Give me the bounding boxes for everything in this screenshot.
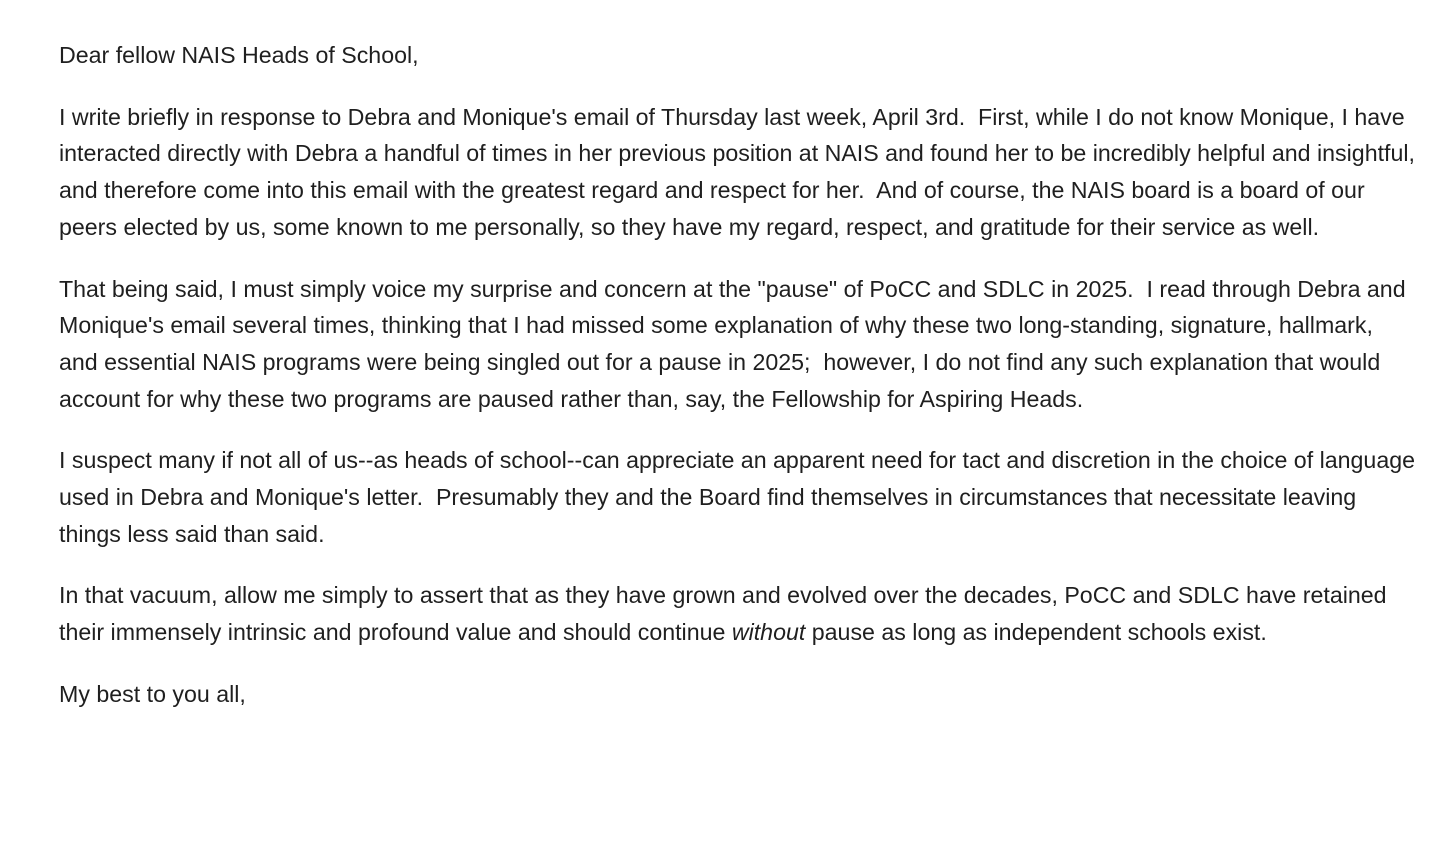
letter-closing: My best to you all,: [59, 680, 246, 707]
paragraph-concern: That being said, I must simply voice my surprise and concern at the "pause" of PoCC and SDLC in 2025. I read through Debra and Monique's email several times, thinking that I had missed some explanation of why these two long-standing, signature, hallmark, and essential NAIS programs were being singled out for a pause in 2025; however, I do not find any such explanation that would account for why these two programs are paused rather than, say, the Fellowship for Aspiring Heads.: [59, 275, 1413, 412]
paragraph-assertion: [59, 577, 1416, 650]
assertion-emphasis: without: [731, 619, 806, 646]
paragraph-discretion: I suspect many if not all of us--as heads of school--can appreciate an apparent need for tact and discretion in the choice of language used in Debra and Monique's letter. Presumably they and the Board find themselves in circumstances that necessitate leaving things less said than said.: [59, 447, 1422, 547]
assertion-text-after: pause as long as independent schools exist.: [805, 619, 1267, 646]
paragraph-response: I write briefly in response to Debra and Monique's email of Thursday last week, April 3rd. First, while I do not know Monique, I have interacted directly with Debra a handful of times in her previous position at NAIS and found her to be incredibly helpful and insightful, and therefore come into this email with the greatest regard and respect for her. And of course, the NAIS board is a board of our peers elected by us, some known to me personally, so they have my regard, respect, and gratitude for their service as well.: [59, 103, 1422, 240]
letter-greeting: Dear fellow NAIS Heads of School,: [59, 42, 419, 68]
assertion-text-before: In that vacuum, allow me simply to assert that as they have grown and evolved over the decades, PoCC and SDLC have retained their immensely intrinsic and profound value and should continue: [59, 582, 1394, 646]
